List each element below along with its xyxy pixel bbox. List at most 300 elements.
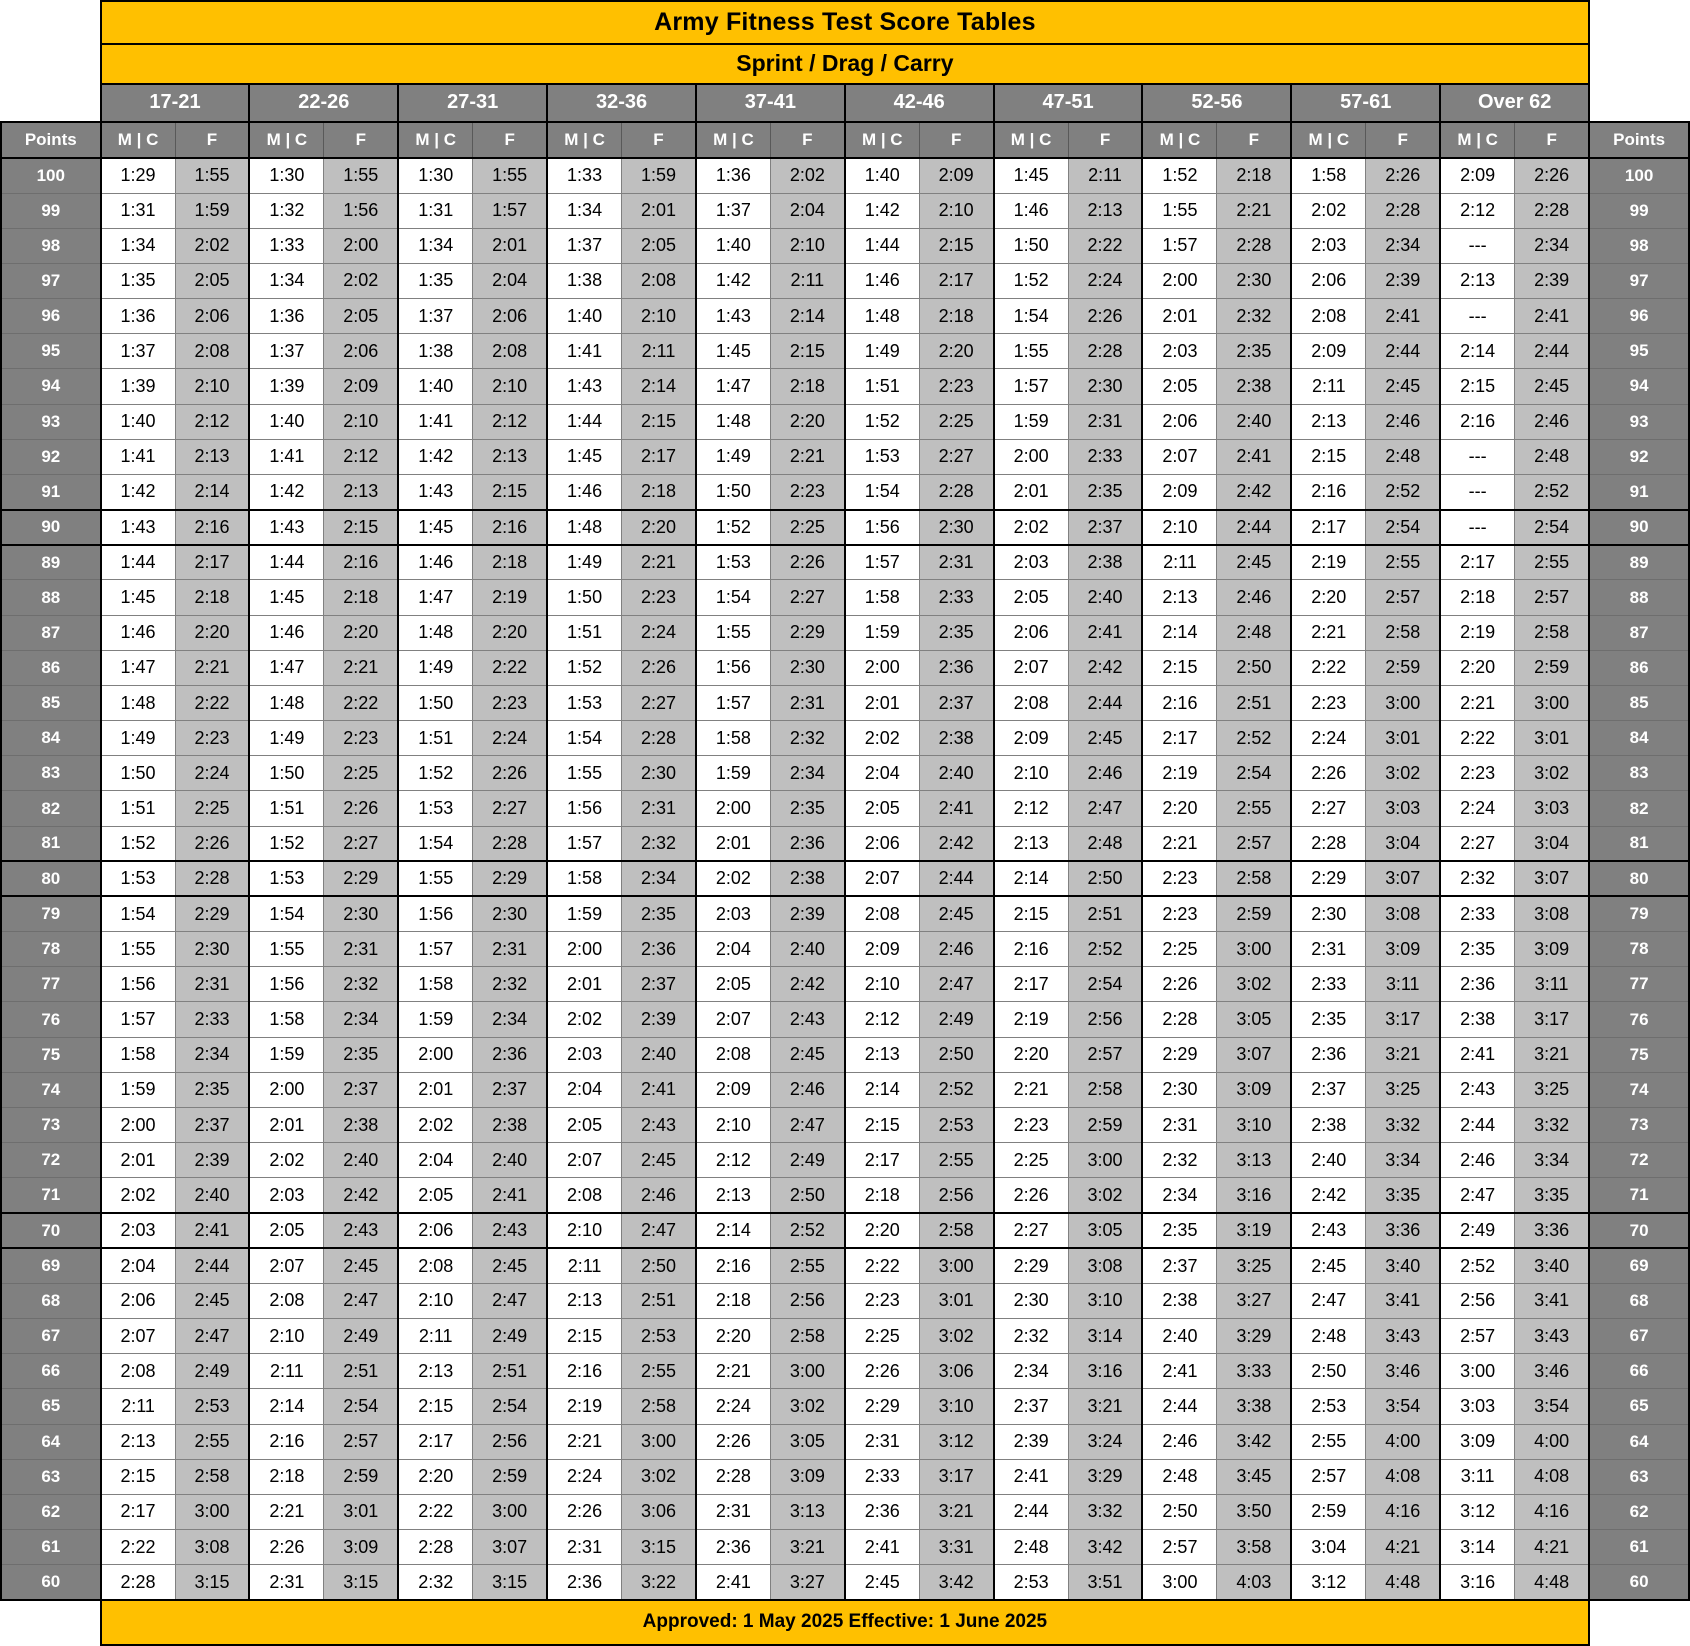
- score-cell-female: 3:15: [473, 1565, 547, 1600]
- score-cell-female: 2:10: [919, 193, 993, 228]
- score-cell-female: 3:50: [1217, 1494, 1291, 1529]
- score-cell-female: 4:16: [1515, 1494, 1590, 1529]
- subheader-female-4: F: [770, 122, 844, 158]
- corner-blank-left: [1, 1, 101, 44]
- corner-blank-right-2: [1589, 44, 1689, 84]
- score-cell-female: 2:58: [1068, 1072, 1142, 1107]
- score-cell-male: 2:15: [845, 1108, 919, 1143]
- score-cell-female: 3:43: [1515, 1319, 1590, 1354]
- score-cell-male: 2:07: [845, 861, 919, 896]
- score-cell-male: 2:16: [1291, 474, 1365, 509]
- score-cell-male: 2:33: [1291, 967, 1365, 1002]
- points-cell-right: 64: [1589, 1424, 1689, 1459]
- score-cell-female: 2:51: [622, 1283, 696, 1318]
- score-cell-male: 2:00: [101, 1108, 175, 1143]
- score-cell-female: 2:46: [1366, 404, 1440, 439]
- score-cell-male: 2:20: [398, 1459, 472, 1494]
- score-cell-male: 1:50: [994, 228, 1068, 263]
- points-cell-right: 73: [1589, 1108, 1689, 1143]
- table-row: [1, 263, 1689, 298]
- score-cell-male: 2:19: [547, 1389, 621, 1424]
- score-cell-female: 2:40: [1217, 404, 1291, 439]
- score-cell-female: 2:52: [919, 1072, 993, 1107]
- score-cell-female: 2:32: [770, 721, 844, 756]
- score-cell-female: 2:23: [324, 721, 398, 756]
- score-cell-female: 2:44: [1217, 510, 1291, 545]
- score-cell-male: 1:53: [101, 861, 175, 896]
- score-cell-female: 2:30: [175, 932, 249, 967]
- score-cell-female: 2:26: [175, 826, 249, 861]
- score-cell-female: 2:16: [324, 545, 398, 580]
- score-cell-female: 2:52: [770, 1213, 844, 1248]
- score-cell-male: 2:12: [696, 1143, 770, 1178]
- score-cell-male: 2:36: [1291, 1037, 1365, 1072]
- score-cell-female: 3:02: [1217, 967, 1291, 1002]
- score-cell-male: 1:51: [101, 791, 175, 826]
- score-cell-female: 2:38: [1217, 369, 1291, 404]
- score-cell-male: 2:27: [994, 1213, 1068, 1248]
- table-row: [1, 404, 1689, 439]
- score-cell-female: 2:16: [175, 510, 249, 545]
- score-cell-male: 2:57: [1142, 1530, 1216, 1565]
- score-cell-male: 2:24: [1291, 721, 1365, 756]
- score-cell-male: 2:11: [1142, 545, 1216, 580]
- score-cell-female: 3:05: [770, 1424, 844, 1459]
- score-cell-male: 2:35: [1142, 1213, 1216, 1248]
- score-cell-female: 3:01: [324, 1494, 398, 1529]
- score-cell-female: 2:45: [473, 1248, 547, 1283]
- score-cell-female: 3:36: [1515, 1213, 1590, 1248]
- score-cell-female: 2:10: [175, 369, 249, 404]
- score-cell-male: 1:59: [101, 1072, 175, 1107]
- points-cell-left: 85: [1, 685, 101, 720]
- score-cell-female: 2:31: [1068, 404, 1142, 439]
- score-cell-male: 2:33: [1440, 896, 1514, 931]
- score-cell-female: 2:18: [919, 299, 993, 334]
- score-cell-male: 2:04: [398, 1143, 472, 1178]
- score-cell-female: 3:25: [1515, 1072, 1590, 1107]
- score-cell-female: 2:45: [1366, 369, 1440, 404]
- score-cell-female: 2:34: [175, 1037, 249, 1072]
- score-cell-male: 2:21: [547, 1424, 621, 1459]
- score-cell-female: 2:57: [324, 1424, 398, 1459]
- score-cell-female: 2:40: [919, 756, 993, 791]
- score-cell-male: 1:50: [696, 474, 770, 509]
- score-cell-male: 3:11: [1440, 1459, 1514, 1494]
- score-cell-female: 2:38: [1068, 545, 1142, 580]
- age-group-header-17-21: 17-21: [101, 84, 250, 122]
- score-cell-female: 2:41: [1366, 299, 1440, 334]
- score-cell-male: 2:41: [994, 1459, 1068, 1494]
- score-cell-female: 2:58: [1217, 861, 1291, 896]
- score-cell-female: 3:04: [1515, 826, 1590, 861]
- score-cell-male: 2:36: [845, 1494, 919, 1529]
- points-cell-right: 72: [1589, 1143, 1689, 1178]
- subheader-male-3: M | C: [547, 122, 621, 158]
- score-cell-male: 2:29: [1291, 861, 1365, 896]
- score-cell-male: 2:43: [1291, 1213, 1365, 1248]
- score-cell-female: 2:02: [175, 228, 249, 263]
- score-cell-male: 2:08: [1291, 299, 1365, 334]
- score-cell-male: 2:01: [994, 474, 1068, 509]
- score-cell-male: 2:21: [696, 1354, 770, 1389]
- score-cell-female: 2:24: [1068, 263, 1142, 298]
- score-cell-female: 2:28: [622, 721, 696, 756]
- score-cell-male: 1:31: [398, 193, 472, 228]
- score-cell-male: 2:00: [845, 650, 919, 685]
- table-row: [1, 1072, 1689, 1107]
- score-cell-male: 2:49: [1440, 1213, 1514, 1248]
- points-cell-left: 98: [1, 228, 101, 263]
- points-cell-right: 89: [1589, 545, 1689, 580]
- score-cell-female: 2:31: [324, 932, 398, 967]
- score-cell-male: 2:32: [1440, 861, 1514, 896]
- score-cell-male: 1:55: [1142, 193, 1216, 228]
- score-cell-male: 2:38: [1142, 1283, 1216, 1318]
- score-cell-male: 2:12: [845, 1002, 919, 1037]
- score-cell-male: 1:58: [249, 1002, 323, 1037]
- score-cell-female: 2:05: [622, 228, 696, 263]
- score-cell-male: 1:54: [398, 826, 472, 861]
- score-cell-female: 2:26: [622, 650, 696, 685]
- score-cell-male: 2:02: [249, 1143, 323, 1178]
- score-cell-female: 3:40: [1515, 1248, 1590, 1283]
- score-cell-male: 2:18: [249, 1459, 323, 1494]
- table-row: [1, 1037, 1689, 1072]
- score-cell-male: 2:08: [845, 896, 919, 931]
- score-cell-male: ---: [1440, 474, 1514, 509]
- score-cell-male: 2:09: [845, 932, 919, 967]
- score-cell-male: 2:08: [398, 1248, 472, 1283]
- score-cell-female: 2:58: [919, 1213, 993, 1248]
- score-cell-male: 2:10: [994, 756, 1068, 791]
- score-cell-male: 2:13: [845, 1037, 919, 1072]
- score-cell-female: 2:47: [1068, 791, 1142, 826]
- score-cell-male: 1:52: [696, 510, 770, 545]
- score-cell-female: 3:27: [1217, 1283, 1291, 1318]
- score-cell-male: 2:10: [249, 1319, 323, 1354]
- score-cell-male: 2:48: [994, 1530, 1068, 1565]
- score-cell-male: 1:53: [398, 791, 472, 826]
- score-cell-female: 2:55: [1366, 545, 1440, 580]
- points-header-left: Points: [1, 122, 101, 158]
- score-cell-male: 2:09: [1142, 474, 1216, 509]
- approval-footer: Approved: 1 May 2025 Effective: 1 June 2025: [101, 1600, 1590, 1645]
- score-cell-female: 2:28: [1366, 193, 1440, 228]
- score-cell-female: 2:20: [324, 615, 398, 650]
- score-cell-male: 1:55: [101, 932, 175, 967]
- score-cell-female: 2:46: [770, 1072, 844, 1107]
- score-cell-male: 2:56: [1440, 1283, 1514, 1318]
- score-cell-male: 2:46: [1142, 1424, 1216, 1459]
- score-cell-male: 3:09: [1440, 1424, 1514, 1459]
- points-cell-left: 64: [1, 1424, 101, 1459]
- score-cell-male: 1:40: [845, 158, 919, 193]
- points-cell-right: 78: [1589, 932, 1689, 967]
- score-cell-female: 2:14: [770, 299, 844, 334]
- score-cell-female: 2:50: [622, 1248, 696, 1283]
- score-cell-male: 2:47: [1440, 1178, 1514, 1213]
- score-cell-male: 2:03: [1291, 228, 1365, 263]
- score-cell-male: 1:53: [547, 685, 621, 720]
- points-cell-right: 81: [1589, 826, 1689, 861]
- score-cell-female: 2:29: [473, 861, 547, 896]
- corner-blank-left-2: [1, 44, 101, 84]
- table-row: [1, 1248, 1689, 1283]
- score-cell-female: 2:04: [473, 263, 547, 298]
- score-cell-female: 3:21: [1515, 1037, 1590, 1072]
- score-cell-male: 2:07: [696, 1002, 770, 1037]
- score-cell-male: 2:00: [696, 791, 770, 826]
- score-cell-male: 2:10: [696, 1108, 770, 1143]
- score-cell-male: 2:03: [249, 1178, 323, 1213]
- table-row: [1, 967, 1689, 1002]
- score-cell-female: 2:02: [770, 158, 844, 193]
- score-cell-male: ---: [1440, 439, 1514, 474]
- score-cell-male: 2:05: [1142, 369, 1216, 404]
- score-cell-male: 2:02: [547, 1002, 621, 1037]
- subheader-female-5: F: [919, 122, 993, 158]
- score-cell-female: 2:19: [473, 580, 547, 615]
- score-cell-female: 2:12: [473, 404, 547, 439]
- score-cell-female: 2:17: [622, 439, 696, 474]
- points-cell-right: 63: [1589, 1459, 1689, 1494]
- score-cell-female: 3:04: [1366, 826, 1440, 861]
- score-cell-female: 2:22: [473, 650, 547, 685]
- score-cell-male: 1:55: [398, 861, 472, 896]
- score-cell-female: 2:18: [324, 580, 398, 615]
- table-row: [1, 299, 1689, 334]
- subheader-female-2: F: [473, 122, 547, 158]
- score-cell-male: 2:08: [994, 685, 1068, 720]
- score-cell-female: 2:21: [622, 545, 696, 580]
- score-cell-female: 2:10: [622, 299, 696, 334]
- score-cell-male: 2:10: [398, 1283, 472, 1318]
- score-cell-male: 2:08: [547, 1178, 621, 1213]
- score-cell-female: 3:46: [1515, 1354, 1590, 1389]
- score-cell-female: 3:24: [1068, 1424, 1142, 1459]
- score-cell-male: 2:37: [994, 1389, 1068, 1424]
- score-cell-male: 1:58: [696, 721, 770, 756]
- score-cell-female: 3:29: [1217, 1319, 1291, 1354]
- points-cell-right: 79: [1589, 896, 1689, 931]
- score-cell-male: 2:16: [1142, 685, 1216, 720]
- score-cell-female: 2:34: [473, 1002, 547, 1037]
- score-cell-male: 2:21: [1291, 615, 1365, 650]
- score-cell-male: 1:53: [249, 861, 323, 896]
- score-cell-female: 2:45: [919, 896, 993, 931]
- score-cell-male: 2:44: [1142, 1389, 1216, 1424]
- score-cell-male: 2:07: [101, 1319, 175, 1354]
- score-cell-female: 2:41: [1217, 439, 1291, 474]
- score-cell-male: 2:00: [398, 1037, 472, 1072]
- score-cell-male: 2:05: [398, 1178, 472, 1213]
- score-cell-male: 2:09: [1291, 334, 1365, 369]
- score-cell-male: 3:00: [1142, 1565, 1216, 1600]
- score-cell-male: 2:13: [1291, 404, 1365, 439]
- points-cell-right: 70: [1589, 1213, 1689, 1248]
- score-cell-male: 1:47: [249, 650, 323, 685]
- score-cell-female: 4:21: [1366, 1530, 1440, 1565]
- score-cell-male: 1:53: [845, 439, 919, 474]
- score-cell-female: 4:00: [1515, 1424, 1590, 1459]
- score-cell-female: 2:32: [324, 967, 398, 1002]
- points-cell-left: 87: [1, 615, 101, 650]
- score-cell-male: 2:53: [1291, 1389, 1365, 1424]
- score-cell-male: 2:02: [994, 510, 1068, 545]
- event-banner-row: [1, 44, 1689, 84]
- table-row: [1, 826, 1689, 861]
- score-cell-male: 1:36: [101, 299, 175, 334]
- score-cell-male: 1:58: [101, 1037, 175, 1072]
- score-cell-female: 2:28: [919, 474, 993, 509]
- points-cell-left: 96: [1, 299, 101, 334]
- score-cell-male: 2:20: [994, 1037, 1068, 1072]
- score-cell-female: 2:49: [770, 1143, 844, 1178]
- score-cell-male: 1:48: [398, 615, 472, 650]
- table-row: [1, 1319, 1689, 1354]
- points-cell-right: 87: [1589, 615, 1689, 650]
- points-cell-left: 81: [1, 826, 101, 861]
- table-row: [1, 756, 1689, 791]
- score-cell-male: 1:37: [696, 193, 770, 228]
- score-cell-female: 2:57: [1217, 826, 1291, 861]
- subheader-male-7: M | C: [1142, 122, 1216, 158]
- age-group-header-row: [1, 84, 1689, 122]
- score-cell-female: 2:27: [770, 580, 844, 615]
- score-cell-female: 2:20: [770, 404, 844, 439]
- score-cell-male: 1:45: [249, 580, 323, 615]
- score-cell-male: 2:08: [696, 1037, 770, 1072]
- score-cell-female: 2:57: [1068, 1037, 1142, 1072]
- score-cell-female: 2:40: [324, 1143, 398, 1178]
- score-cell-female: 2:50: [770, 1178, 844, 1213]
- score-cell-female: 3:02: [1366, 756, 1440, 791]
- score-cell-female: 2:04: [770, 193, 844, 228]
- score-cell-female: 3:32: [1068, 1494, 1142, 1529]
- score-cell-female: 3:00: [1366, 685, 1440, 720]
- score-cell-male: 3:04: [1291, 1530, 1365, 1565]
- score-cell-female: 3:11: [1515, 967, 1590, 1002]
- score-cell-female: 2:54: [1217, 756, 1291, 791]
- table-row: [1, 932, 1689, 967]
- points-cell-left: 92: [1, 439, 101, 474]
- score-cell-male: 2:26: [845, 1354, 919, 1389]
- score-cell-male: 1:42: [249, 474, 323, 509]
- score-cell-female: 2:30: [919, 510, 993, 545]
- score-cell-male: 1:54: [249, 896, 323, 931]
- score-cell-male: 1:49: [249, 721, 323, 756]
- score-cell-male: 2:34: [1142, 1178, 1216, 1213]
- score-cell-male: 1:46: [249, 615, 323, 650]
- score-cell-female: 2:23: [175, 721, 249, 756]
- score-cell-male: 1:51: [845, 369, 919, 404]
- points-cell-right: 93: [1589, 404, 1689, 439]
- score-cell-female: 2:47: [175, 1319, 249, 1354]
- score-cell-male: 2:46: [1440, 1143, 1514, 1178]
- score-cell-male: 2:31: [845, 1424, 919, 1459]
- score-cell-male: 1:50: [249, 756, 323, 791]
- score-cell-male: 1:59: [994, 404, 1068, 439]
- score-cell-male: 2:05: [249, 1213, 323, 1248]
- score-cell-female: 3:00: [770, 1354, 844, 1389]
- score-cell-male: 2:15: [994, 896, 1068, 931]
- table-row: [1, 510, 1689, 545]
- score-cell-male: 2:03: [994, 545, 1068, 580]
- score-cell-male: 2:12: [994, 791, 1068, 826]
- score-cell-male: 2:00: [1142, 263, 1216, 298]
- score-cell-male: 2:05: [696, 967, 770, 1002]
- score-cell-female: 3:13: [1217, 1143, 1291, 1178]
- score-cell-female: 3:51: [1068, 1565, 1142, 1600]
- score-cell-female: 2:05: [175, 263, 249, 298]
- score-cell-female: 2:58: [1366, 615, 1440, 650]
- score-cell-female: 3:33: [1217, 1354, 1291, 1389]
- points-cell-right: 85: [1589, 685, 1689, 720]
- score-cell-male: 2:45: [1291, 1248, 1365, 1283]
- score-cell-male: 1:37: [101, 334, 175, 369]
- score-cell-male: 2:36: [696, 1530, 770, 1565]
- subheader-male-9: M | C: [1440, 122, 1514, 158]
- points-cell-right: 99: [1589, 193, 1689, 228]
- score-cell-male: 1:54: [696, 580, 770, 615]
- score-cell-female: 3:06: [919, 1354, 993, 1389]
- score-cell-female: 2:52: [1366, 474, 1440, 509]
- score-cell-female: 3:40: [1366, 1248, 1440, 1283]
- points-cell-right: 61: [1589, 1530, 1689, 1565]
- score-cell-male: 2:16: [547, 1354, 621, 1389]
- score-cell-female: 2:59: [324, 1459, 398, 1494]
- score-cell-female: 2:54: [1068, 967, 1142, 1002]
- score-cell-male: 3:14: [1440, 1530, 1514, 1565]
- score-cell-male: 1:48: [249, 685, 323, 720]
- score-cell-female: 3:36: [1366, 1213, 1440, 1248]
- score-cell-female: 2:38: [919, 721, 993, 756]
- score-cell-female: 2:18: [770, 369, 844, 404]
- score-cell-male: 2:15: [398, 1389, 472, 1424]
- score-cell-male: 2:17: [1291, 510, 1365, 545]
- score-cell-male: 2:35: [1440, 932, 1514, 967]
- score-cell-female: 2:43: [473, 1213, 547, 1248]
- score-cell-male: 2:19: [1142, 756, 1216, 791]
- score-cell-male: 1:53: [696, 545, 770, 580]
- score-cell-male: 1:46: [994, 193, 1068, 228]
- points-cell-left: 70: [1, 1213, 101, 1248]
- score-cell-male: 2:01: [249, 1108, 323, 1143]
- score-cell-male: 2:11: [1291, 369, 1365, 404]
- score-cell-male: 1:59: [696, 756, 770, 791]
- score-cell-female: 3:06: [622, 1494, 696, 1529]
- score-cell-male: 2:10: [1142, 510, 1216, 545]
- score-cell-male: 2:17: [845, 1143, 919, 1178]
- subheader-male-0: M | C: [101, 122, 175, 158]
- score-cell-male: 1:37: [398, 299, 472, 334]
- score-cell-male: 2:22: [398, 1494, 472, 1529]
- table-row: [1, 158, 1689, 193]
- score-cell-male: 2:00: [994, 439, 1068, 474]
- score-cell-female: 3:21: [770, 1530, 844, 1565]
- score-cell-male: 1:57: [994, 369, 1068, 404]
- score-cell-male: 2:27: [1291, 791, 1365, 826]
- score-cell-female: 2:46: [919, 932, 993, 967]
- corner-blank-left-foot: [1, 1600, 101, 1645]
- score-cell-female: 3:02: [1068, 1178, 1142, 1213]
- score-cell-male: 2:25: [1142, 932, 1216, 967]
- score-cell-male: 1:59: [249, 1037, 323, 1072]
- score-cell-male: 2:28: [101, 1565, 175, 1600]
- subheader-female-1: F: [324, 122, 398, 158]
- score-cell-male: 1:42: [696, 263, 770, 298]
